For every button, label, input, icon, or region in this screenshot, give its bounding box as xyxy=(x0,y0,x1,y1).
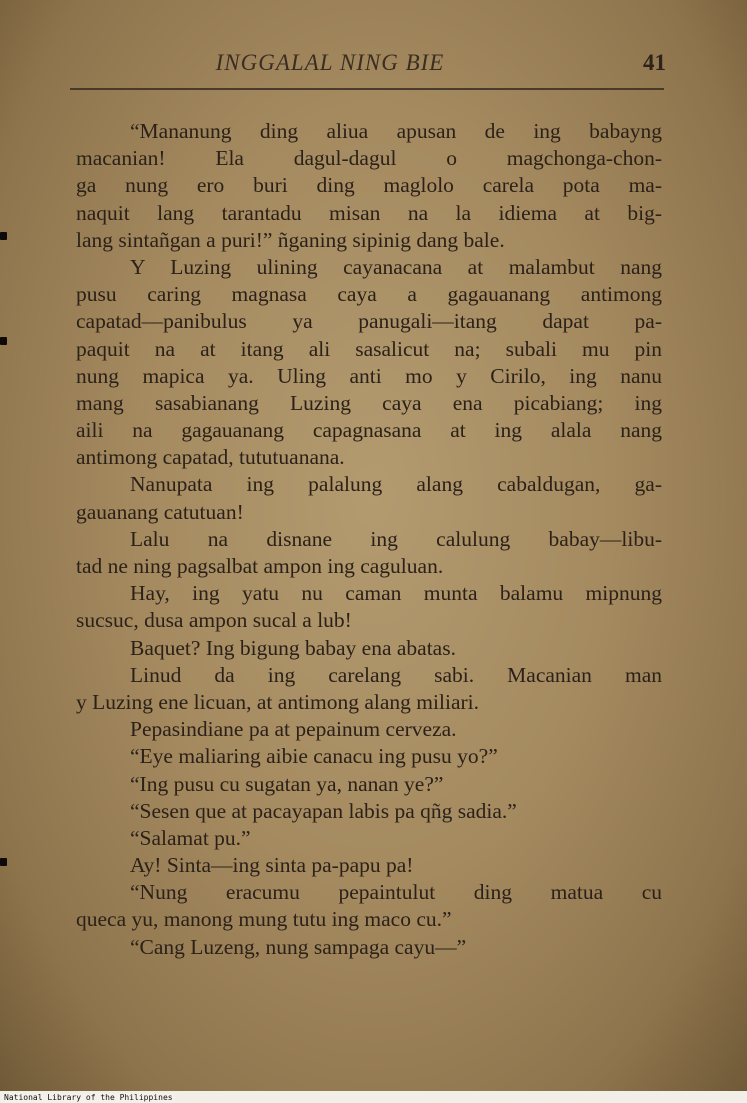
text-line: “Eye maliaring aibie canacu ing pusu yo?” xyxy=(130,744,498,769)
text-line: Ay! Sinta—ing sinta pa-papu pa! xyxy=(130,853,414,878)
text-line: “Ing pusu cu sugatan ya, nanan ye?” xyxy=(130,771,444,796)
text-line: Nanupata ing palalung alang cabaldugan, ga- xyxy=(130,472,662,497)
text-line: “Mananung ding aliua apusan de ing babayng xyxy=(130,119,662,143)
text-line: nung mapica ya. Uling anti mo y Cirilo, ing nanu xyxy=(76,363,662,388)
text-line: “Cang Luzeng, nung sampaga cayu—” xyxy=(130,934,467,959)
text-line: Y Luzing ulining cayanacana at malambut nang xyxy=(130,254,662,279)
text-line: Baquet? Ing bigung babay ena abatas. xyxy=(130,635,456,660)
text-line: “Sesen que at pacayapan labis pa qñg sadia.” xyxy=(130,798,517,823)
text-line: mang sasabianang Luzing caya ena picabiang; ing xyxy=(76,390,662,415)
page-edge-mark xyxy=(0,337,7,345)
text-line: queca yu, manong mung tutu ing maco cu.” xyxy=(76,907,452,932)
text-line: lang sintañgan a puri!” ñganing sipinig dang bale. xyxy=(76,227,505,252)
running-head xyxy=(70,50,666,80)
text-line: capatad—panibulus ya panugali—itang dapat pa- xyxy=(76,309,662,334)
text-line: macanian! Ela dagul-dagul o magchonga-chon- xyxy=(76,146,662,171)
body-text xyxy=(76,118,662,961)
text-line: paquit na at itang ali sasalicut na; subali mu pin xyxy=(76,336,662,361)
text-line: “Nung eracumu pepaintulut ding matua cu xyxy=(130,880,662,905)
text-line: y Luzing ene licuan, at antimong alang miliari. xyxy=(76,689,479,714)
text-line: tad ne ning pagsalbat ampon ing caguluan. xyxy=(76,554,444,578)
text-line: pusu caring magnasa caya a gagauanang antimong xyxy=(76,282,662,307)
text-line: aili na gagauanang capagnasana at ing alala nang xyxy=(76,418,662,443)
footer-credit: National Library of the Philippines xyxy=(4,1093,173,1102)
text-line: Pepasindiane pa at pepainum cerveza. xyxy=(130,717,457,742)
text-line: gauanang catutuan! xyxy=(76,499,244,524)
text-line: naquit lang tarantadu misan na la idiema at big- xyxy=(76,200,662,225)
text-line: Linud da ing carelang sabi. Macanian man xyxy=(130,662,662,687)
text-line: “Salamat pu.” xyxy=(130,825,251,850)
running-title: INGGALAL NING BIE xyxy=(215,50,445,75)
text-line: antimong capatad, tututuanana. xyxy=(76,445,345,470)
text-line: Lalu na disnane ing calulung babay—libu- xyxy=(130,526,662,551)
page-number: 41 xyxy=(643,50,666,75)
text-line: Hay, ing yatu nu caman munta balamu mipnung xyxy=(130,581,662,606)
page-edge-mark xyxy=(0,858,7,866)
text-line: sucsuc, dusa ampon sucal a lub! xyxy=(76,608,352,633)
page-edge-mark xyxy=(0,232,7,240)
text-line: ga nung ero buri ding maglolo carela pota ma- xyxy=(76,173,662,198)
header-rule xyxy=(70,88,664,90)
